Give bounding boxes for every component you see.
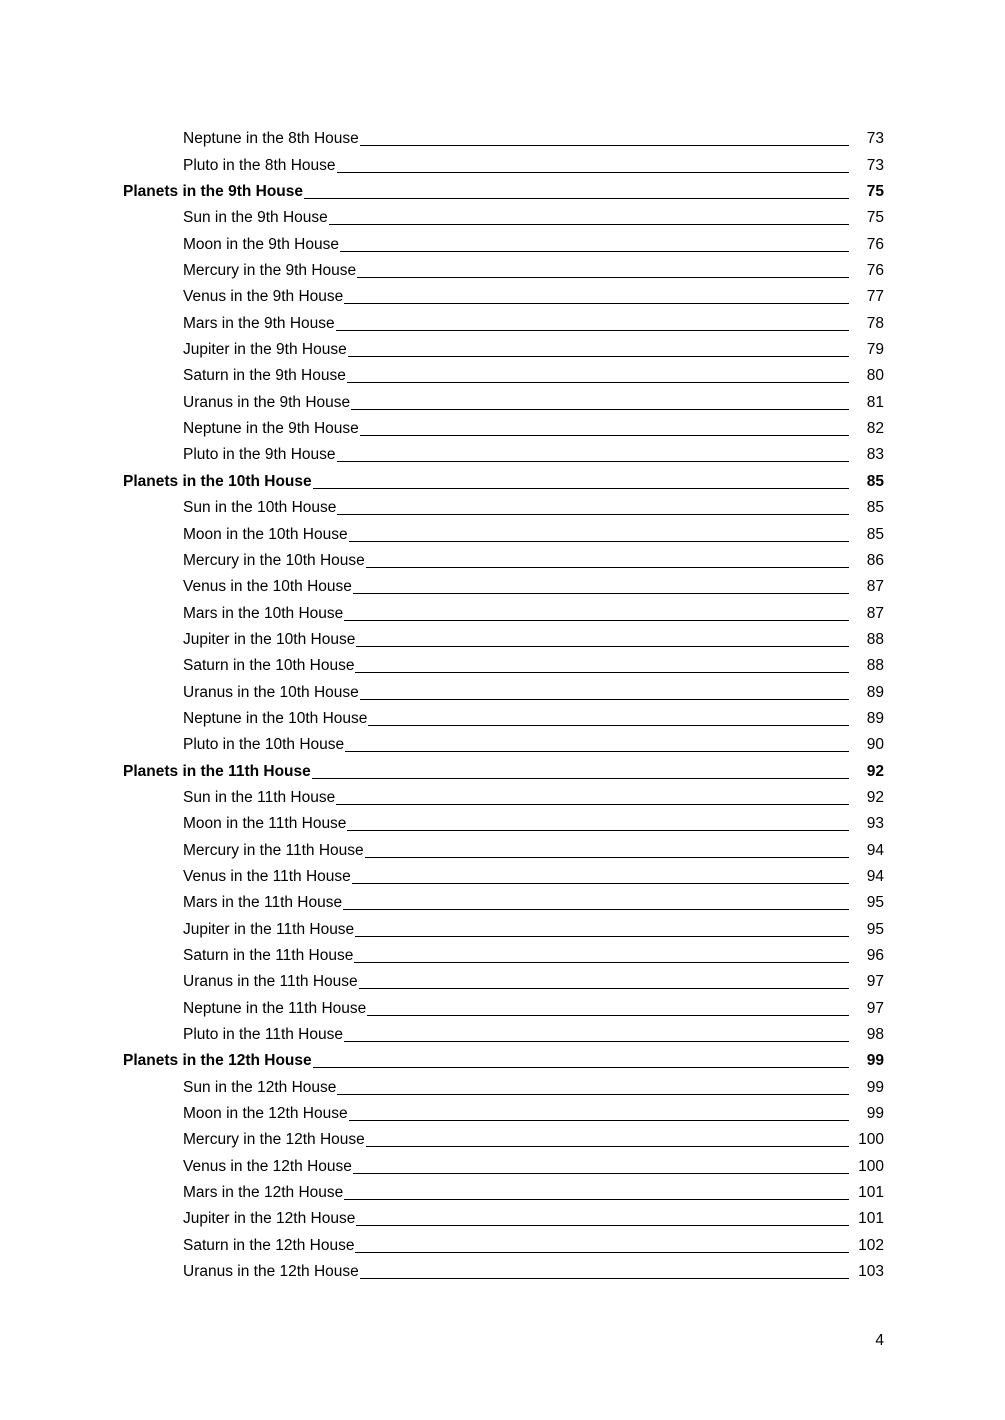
- table-of-contents: [123, 124, 884, 1283]
- toc-leader-line: [343, 598, 850, 624]
- toc-entry[interactable]: [123, 1178, 884, 1204]
- toc-entry[interactable]: [123, 1204, 884, 1230]
- toc-entry-label: Mercury in the 9th House: [183, 262, 357, 280]
- toc-entry[interactable]: [123, 625, 884, 651]
- toc-entry-page: 99: [866, 1105, 884, 1123]
- toc-entry-label: Jupiter in the 11th House: [183, 920, 355, 938]
- toc-leader-line: [367, 704, 850, 730]
- toc-leader-line: [335, 308, 850, 334]
- toc-entry-label: Uranus in the 9th House: [183, 393, 351, 411]
- toc-entry-page: 85: [866, 472, 884, 490]
- toc-entry-label: Pluto in the 8th House: [183, 156, 336, 174]
- toc-entry-page: 102: [858, 1236, 884, 1254]
- toc-entry-page: 101: [858, 1210, 884, 1228]
- toc-leader-line: [356, 256, 850, 282]
- toc-leader-line: [346, 809, 850, 835]
- toc-entry[interactable]: [123, 1072, 884, 1098]
- toc-entry-page: 100: [858, 1131, 884, 1149]
- toc-entry-label: Sun in the 9th House: [183, 209, 328, 227]
- toc-leader-line: [347, 335, 850, 361]
- toc-entry[interactable]: [123, 1257, 884, 1283]
- toc-entry-label: Mars in the 9th House: [183, 314, 335, 332]
- toc-entry[interactable]: [123, 704, 884, 730]
- toc-entry-label: Planets in the 12th House: [123, 1052, 312, 1070]
- toc-leader-line: [342, 888, 850, 914]
- toc-entry-page: 89: [866, 683, 884, 701]
- toc-leader-line: [359, 1257, 850, 1283]
- toc-leader-line: [336, 1072, 850, 1098]
- toc-entry-label: Neptune in the 11th House: [183, 999, 367, 1017]
- toc-entry-page: 99: [866, 1078, 884, 1096]
- toc-entry[interactable]: [123, 203, 884, 229]
- toc-entry-page: 88: [866, 630, 884, 648]
- toc-entry[interactable]: [123, 783, 884, 809]
- toc-entry-page: 86: [866, 551, 884, 569]
- toc-entry[interactable]: [123, 177, 884, 203]
- toc-entry[interactable]: [123, 572, 884, 598]
- toc-entry-page: 79: [866, 341, 884, 359]
- toc-entry-label: Jupiter in the 12th House: [183, 1210, 356, 1228]
- toc-entry-page: 73: [866, 130, 884, 148]
- toc-leader-line: [346, 361, 850, 387]
- toc-entry[interactable]: [123, 1020, 884, 1046]
- toc-entry-page: 95: [866, 920, 884, 938]
- toc-entry-page: 85: [866, 499, 884, 517]
- toc-leader-line: [353, 941, 850, 967]
- toc-entry[interactable]: [123, 308, 884, 334]
- toc-leader-line: [365, 1125, 850, 1151]
- toc-entry-label: Mercury in the 11th House: [183, 841, 364, 859]
- toc-entry-label: Saturn in the 11th House: [183, 947, 354, 964]
- toc-entry-label: Venus in the 9th House: [183, 288, 344, 306]
- toc-entry[interactable]: [123, 756, 884, 782]
- toc-entry-page: 78: [866, 314, 884, 332]
- toc-entry-label: Sun in the 12th House: [183, 1078, 337, 1096]
- toc-entry[interactable]: [123, 1151, 884, 1177]
- toc-entry-page: 85: [866, 525, 884, 543]
- toc-entry-label: Pluto in the 9th House: [183, 446, 336, 464]
- toc-entry[interactable]: [123, 256, 884, 282]
- toc-entry[interactable]: [123, 967, 884, 993]
- toc-entry[interactable]: [123, 730, 884, 756]
- toc-entry-label: Moon in the 12th House: [183, 1105, 348, 1123]
- toc-entry-label: Uranus in the 10th House: [183, 683, 359, 701]
- toc-entry-label: Venus in the 10th House: [183, 578, 352, 596]
- toc-entry-label: Moon in the 11th House: [183, 815, 347, 833]
- toc-entry-page: 83: [866, 446, 884, 464]
- toc-entry-label: Mercury in the 12th House: [183, 1131, 365, 1149]
- toc-entry[interactable]: [123, 835, 884, 861]
- toc-entry-page: 92: [866, 788, 884, 806]
- toc-entry-page: 94: [866, 867, 884, 885]
- toc-entry[interactable]: [123, 1099, 884, 1125]
- toc-entry-page: 76: [866, 262, 884, 280]
- toc-entry-label: Saturn in the 10th House: [183, 657, 355, 675]
- toc-entry-label: Mars in the 10th House: [183, 604, 344, 622]
- toc-entry-page: 93: [866, 815, 884, 833]
- toc-leader-line: [335, 783, 850, 809]
- toc-entry-page: 73: [866, 156, 884, 174]
- toc-leader-line: [359, 124, 850, 150]
- toc-entry-page: 75: [866, 209, 884, 227]
- toc-entry-page: 81: [866, 393, 884, 411]
- toc-entry[interactable]: [123, 150, 884, 176]
- toc-entry-page: 97: [866, 973, 884, 991]
- toc-entry[interactable]: [123, 862, 884, 888]
- toc-entry[interactable]: [123, 993, 884, 1019]
- toc-entry[interactable]: [123, 282, 884, 308]
- page-number: 4: [875, 1332, 884, 1349]
- toc-entry-page: 90: [866, 736, 884, 754]
- toc-leader-line: [303, 177, 850, 203]
- toc-leader-line: [348, 519, 850, 545]
- toc-entry-page: 76: [866, 235, 884, 253]
- toc-leader-line: [354, 1230, 850, 1256]
- toc-leader-line: [343, 1178, 850, 1204]
- toc-leader-line: [355, 625, 850, 651]
- toc-entry-page: 87: [866, 604, 884, 622]
- toc-entry[interactable]: [123, 493, 884, 519]
- toc-leader-line: [312, 1046, 850, 1072]
- toc-entry-label: Venus in the 11th House: [183, 867, 351, 885]
- toc-entry[interactable]: [123, 387, 884, 413]
- toc-entry-page: 75: [866, 183, 884, 201]
- toc-leader-line: [358, 967, 850, 993]
- toc-entry-label: Saturn in the 12th House: [183, 1236, 355, 1254]
- toc-entry[interactable]: [123, 440, 884, 466]
- toc-leader-line: [355, 1204, 850, 1230]
- toc-entry-label: Planets in the 10th House: [123, 472, 312, 490]
- toc-entry-page: 80: [866, 367, 884, 385]
- toc-entry-label: Neptune in the 9th House: [183, 420, 359, 438]
- toc-entry[interactable]: [123, 229, 884, 255]
- toc-entry[interactable]: [123, 1230, 884, 1256]
- toc-leader-line: [343, 1020, 850, 1046]
- toc-leader-line: [348, 1099, 850, 1125]
- toc-entry-label: Moon in the 10th House: [183, 525, 348, 543]
- toc-entry-label: Planets in the 9th House: [123, 183, 304, 201]
- toc-leader-line: [343, 282, 850, 308]
- toc-entry-label: Pluto in the 10th House: [183, 736, 345, 754]
- toc-entry-page: 97: [866, 999, 884, 1017]
- toc-entry[interactable]: [123, 519, 884, 545]
- toc-entry[interactable]: [123, 651, 884, 677]
- toc-entry-page: 96: [866, 947, 884, 964]
- toc-entry-page: 100: [858, 1157, 884, 1175]
- toc-entry-label: Pluto in the 11th House: [183, 1026, 343, 1044]
- toc-leader-line: [339, 229, 850, 255]
- toc-entry-page: 103: [858, 1263, 884, 1281]
- toc-entry-label: Saturn in the 9th House: [183, 367, 346, 385]
- toc-entry-label: Neptune in the 8th House: [183, 130, 359, 148]
- toc-entry-page: 101: [858, 1184, 884, 1202]
- toc-entry-page: 98: [866, 1026, 884, 1044]
- toc-leader-line: [351, 862, 850, 888]
- toc-entry[interactable]: [123, 598, 884, 624]
- toc-leader-line: [336, 150, 850, 176]
- toc-leader-line: [354, 651, 850, 677]
- toc-leader-line: [359, 677, 850, 703]
- toc-entry[interactable]: [123, 466, 884, 492]
- toc-entry[interactable]: [123, 414, 884, 440]
- toc-leader-line: [365, 546, 850, 572]
- toc-entry-label: Sun in the 10th House: [183, 499, 337, 517]
- toc-leader-line: [312, 466, 850, 492]
- toc-entry[interactable]: [123, 1046, 884, 1072]
- toc-entry-page: 89: [866, 709, 884, 727]
- toc-entry-label: Venus in the 12th House: [183, 1157, 352, 1175]
- toc-entry-label: Jupiter in the 9th House: [183, 341, 347, 359]
- toc-leader-line: [354, 914, 850, 940]
- toc-leader-line: [364, 835, 850, 861]
- toc-entry[interactable]: [123, 888, 884, 914]
- toc-leader-line: [366, 993, 850, 1019]
- toc-entry-label: Mars in the 11th House: [183, 894, 343, 912]
- toc-entry-page: 95: [866, 894, 884, 912]
- toc-entry-page: 92: [866, 762, 884, 780]
- toc-entry[interactable]: [123, 677, 884, 703]
- toc-entry-label: Sun in the 11th House: [183, 788, 336, 806]
- toc-entry-label: Planets in the 11th House: [123, 762, 311, 780]
- toc-leader-line: [352, 1151, 850, 1177]
- toc-leader-line: [344, 730, 850, 756]
- toc-entry-page: 82: [866, 420, 884, 438]
- toc-leader-line: [350, 387, 850, 413]
- toc-entry-page: 94: [866, 841, 884, 859]
- toc-entry[interactable]: [123, 1125, 884, 1151]
- toc-leader-line: [352, 572, 850, 598]
- toc-entry-label: Uranus in the 11th House: [183, 973, 358, 991]
- toc-entry-label: Mars in the 12th House: [183, 1184, 344, 1202]
- toc-entry-page: 88: [866, 657, 884, 675]
- toc-leader-line: [359, 414, 850, 440]
- toc-entry-page: 77: [866, 288, 884, 306]
- toc-entry[interactable]: [123, 335, 884, 361]
- toc-leader-line: [328, 203, 850, 229]
- toc-entry[interactable]: [123, 914, 884, 940]
- toc-entry-label: Uranus in the 12th House: [183, 1263, 359, 1281]
- toc-leader-line: [311, 756, 850, 782]
- toc-entry[interactable]: [123, 941, 884, 967]
- toc-entry-label: Jupiter in the 10th House: [183, 630, 356, 648]
- toc-leader-line: [336, 493, 850, 519]
- toc-entry[interactable]: [123, 809, 884, 835]
- toc-entry-page: 99: [866, 1052, 884, 1070]
- toc-entry-label: Neptune in the 10th House: [183, 709, 368, 727]
- page-footer: [875, 1332, 884, 1350]
- toc-entry-page: 87: [866, 578, 884, 596]
- toc-entry[interactable]: [123, 124, 884, 150]
- toc-leader-line: [336, 440, 850, 466]
- toc-entry-label: Mercury in the 10th House: [183, 551, 365, 569]
- toc-entry[interactable]: [123, 546, 884, 572]
- toc-entry-label: Moon in the 9th House: [183, 235, 339, 253]
- toc-entry[interactable]: [123, 361, 884, 387]
